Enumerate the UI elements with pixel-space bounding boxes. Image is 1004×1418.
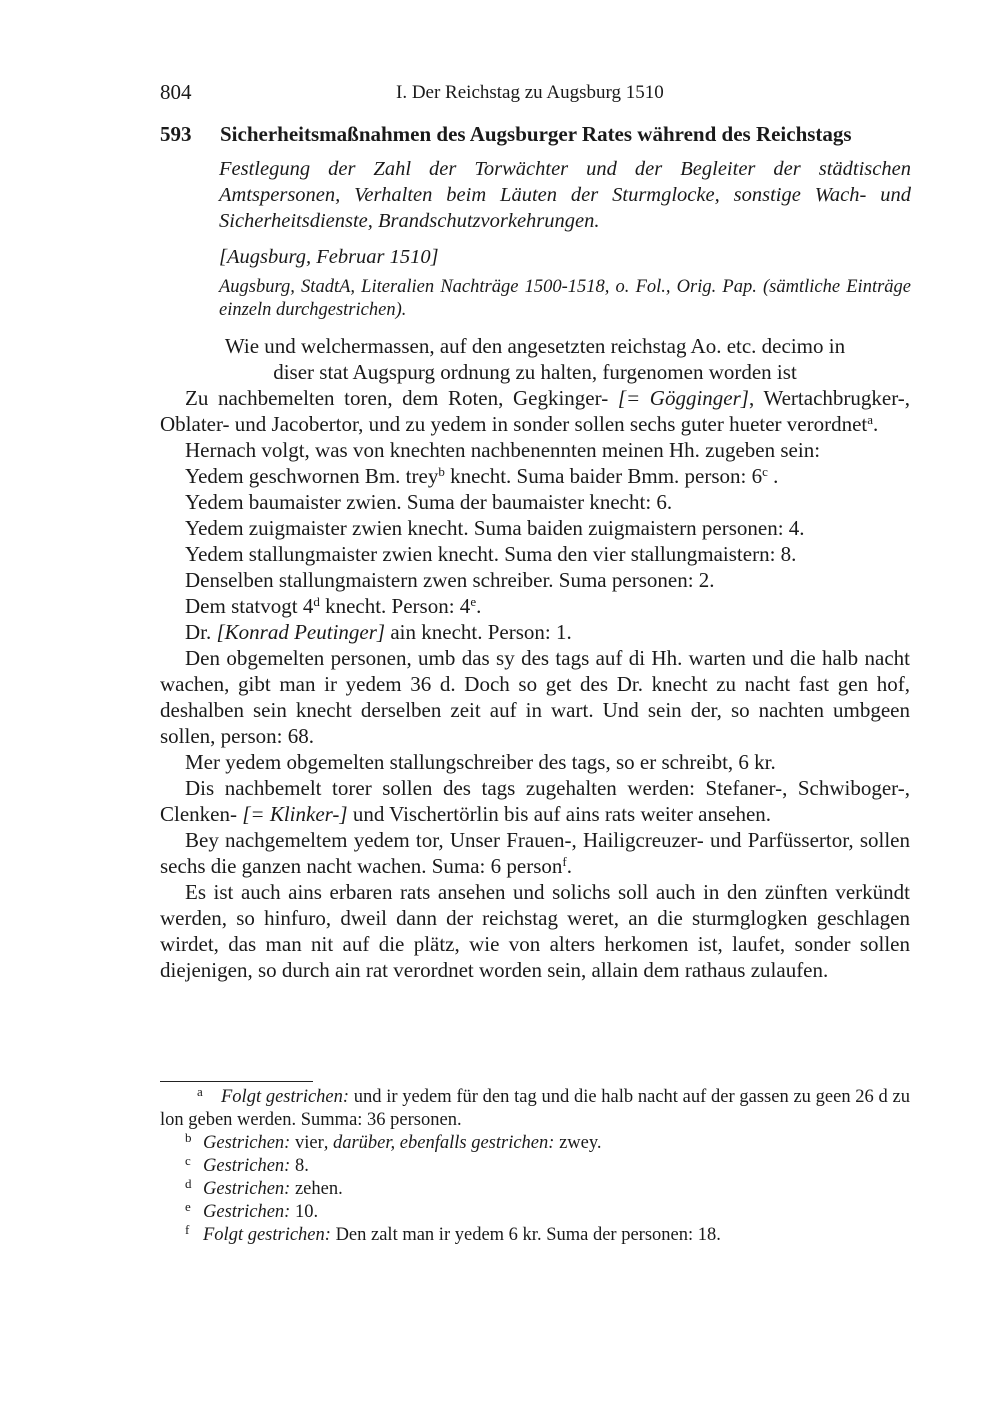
text-heading — [160, 333, 910, 385]
footnote-ref-f[interactable]: f — [562, 854, 567, 869]
paragraph-alarm-bell: Es ist auch ains erbaren rats ansehen und solichs soll auch in den zünften verkündt werden, so hinfuro, dweil dann der reichstag weret, an die sturmglogken geschlagen wirdet, das man nit auf die plätz, wie von alters herkomen ist, laufet, sonder sollen diejenigen, so durch ain rat verordnet worden sein, allain dem rathaus zulaufen. — [160, 880, 910, 982]
text-heading-line-2: diser stat Augspurg ordnung zu halten, furgenomen worden ist — [273, 360, 797, 384]
footnotes — [160, 1086, 910, 1247]
paragraph-night-watch: Bey nachgemeltem yedem tor, Unser Frauen-, Hailigcreuzer- und Parfüssertor, sollen sechs die ganzen nacht wachen. Suma: 6 person$^f$. — [160, 828, 910, 878]
footnote-f: f Folgt gestrichen: Den zalt man ir yedem 6 kr. Suma der personen: 18. — [185, 1222, 721, 1245]
footnote-b: b Gestrichen: vier, darüber, ebenfalls gestrichen: zwey. — [185, 1130, 602, 1153]
paragraph-zuigmaister: Yedem zuigmaister zwien knecht. Suma baiden zuigmaistern personen: 4. — [185, 516, 805, 540]
footnote-d: d Gestrichen: zehen. — [185, 1176, 343, 1199]
paragraph-list-intro: Hernach volgt, was von knechten nachbenennten meinen Hh. zugeben sein: — [185, 438, 821, 462]
document-heading — [160, 122, 920, 147]
footnote-a: a Folgt gestrichen: und ir yedem für den tag und die halb nacht auf der gassen zu geen 26 d zu lon geben werden. Summa: 36 personen. — [160, 1084, 910, 1130]
footnote-ref-d[interactable]: d — [313, 594, 320, 609]
paragraph-closed-gates: Dis nachbemelt torer sollen des tags zugehalten werden: Stefaner-, Schwiboger-, Clenken- [= Klinker-] und Vischertörlin bis auf ains rats weiter ansehen. — [160, 776, 910, 826]
footnote-ref-a[interactable]: a — [867, 412, 874, 427]
editorial-note: [= Klinker-] — [242, 802, 348, 826]
footnote-ref-e[interactable]: e — [470, 594, 477, 609]
footnote-ref-b[interactable]: b — [438, 464, 445, 479]
footnote-c: c Gestrichen: 8. — [185, 1153, 309, 1176]
document-summary: Festlegung der Zahl der Torwächter und der Begleiter der städtischen Amtspersonen, Verhalten beim Läuten der Sturmglocke, sonstige Wach- und Sicherheitsdienste, Brandschutzvorkehrungen. — [219, 158, 911, 232]
footnote-e: e Gestrichen: 10. — [185, 1199, 319, 1222]
paragraph-scribe-wage: Mer yedem obgemelten stallungschreiber des tags, so er schreibt, 6 kr. — [185, 750, 776, 774]
text-heading-line-1: Wie und welchermassen, auf den angesetzten reichstag Ao. etc. decimo in — [224, 334, 846, 358]
paragraph-gates: Zu nachbemelten toren, dem Roten, Gegkinger- [= Gögginger], Wertachbrugker-, Oblater- und Jacobertor, und zu yedem in sonder sollen sechs guter hueter verordnet$^a$. — [160, 386, 911, 436]
editorial-note: [Konrad Peutinger] — [216, 620, 386, 644]
document-title: Sicherheitsmaßnahmen des Augsburger Rates während des Reichstags — [220, 122, 852, 146]
paragraph-baumaister: Yedem baumaister zwien. Suma der baumaister knecht: 6. — [185, 490, 673, 514]
paragraph-statvogt: Dem statvogt 4$^d$ knecht. Person: 4e. — [185, 594, 482, 618]
source-citation: Augsburg, StadtA, Literalien Nachträge 1500-1518, o. Fol., Orig. Pap. (sämtliche Einträge einzeln durchgestrichen). — [219, 277, 911, 320]
paragraph-schreiber: Denselben stallungmaistern zwen schreiber. Suma personen: 2. — [185, 568, 715, 592]
running-title: I. Der Reichstag zu Augsburg 1510 — [396, 82, 664, 103]
paragraph-wages: Den obgemelten personen, umb das sy des tags auf di Hh. warten und die halb nacht wachen, gibt man ir yedem 36 d. Doch so get des Dr. knecht zu nacht fast gen hof, deshalben sein knecht derselben zeit auf in wart. Und sein der, so nachten umbgeen sollen, person: 68. — [160, 646, 910, 748]
page-number: 804 — [160, 80, 192, 104]
footnote-ref-c[interactable]: c — [762, 464, 768, 479]
running-header — [160, 80, 910, 108]
paragraph-stallungmaister: Yedem stallungmaister zwien knecht. Suma den vier stallungmaistern: 8. — [185, 542, 797, 566]
footnote-divider — [160, 1081, 313, 1082]
paragraph-doctor: Dr. [Konrad Peutinger] ain knecht. Person: 1. — [185, 620, 572, 644]
document-date: [Augsburg, Februar 1510] — [219, 246, 439, 268]
editorial-note: [= Gögginger] — [617, 386, 749, 410]
main-text — [160, 385, 910, 983]
document-number: 593 — [160, 122, 192, 146]
paragraph-burgomasters: Yedem geschwornen Bm. trey$^b$ knecht. Suma baider Bmm. person: 6$^c$ . — [185, 464, 779, 488]
